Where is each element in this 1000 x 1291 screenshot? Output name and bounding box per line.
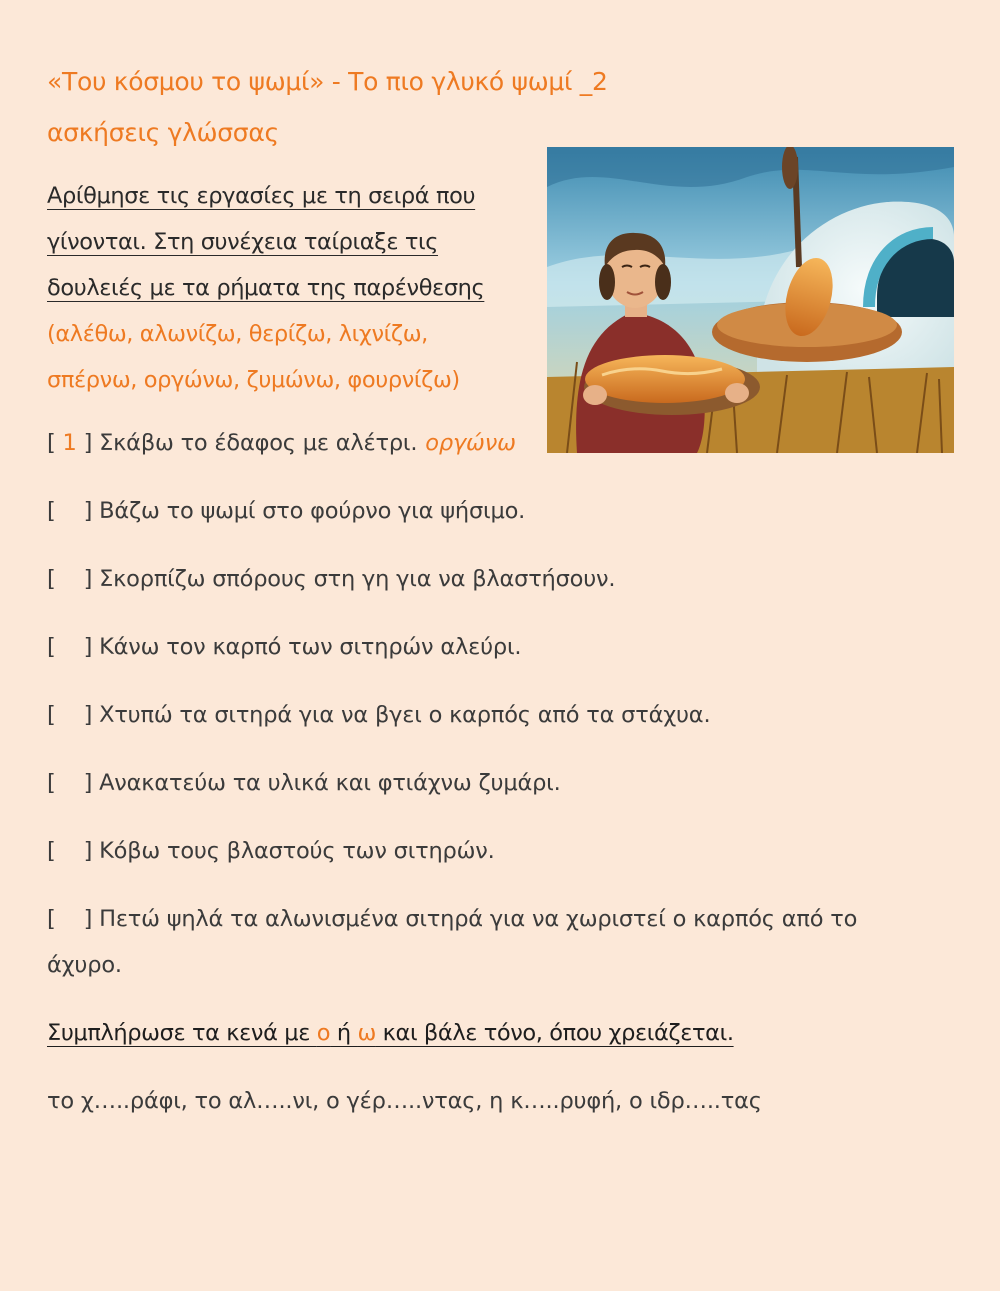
instruction-line-3: δουλειές με τα ρήματα της παρένθεσης [47,275,485,301]
bracket-close: ] [83,906,93,932]
bracket-close: ] [83,498,93,524]
list-item [47,624,521,670]
bracket-open: [ [47,566,56,592]
task-text: Κάνω τον καρπό των σιτηρών αλεύρι. [99,634,522,660]
bracket-open: [ [47,906,56,932]
task2-instructions [47,1010,734,1056]
task-text: Σκάβω το έδαφος με αλέτρι. [99,430,418,456]
bracket-close: ] [83,430,93,456]
list-item [47,556,615,602]
task-text: Κόβω τους βλαστούς των σιτηρών. [99,838,495,864]
title-line-1: «Του κόσμου το ψωμί» - Το πιο γλυκό ψωμί _2 [47,67,608,96]
list-item [47,488,525,534]
task-text: Πετώ ψηλά τα αλωνισμένα σιτηρά για να χωριστεί ο καρπός από το άχυρο. [47,906,858,978]
task2-text-before: Συμπλήρωσε τα κενά με [47,1020,317,1046]
bracket-close: ] [83,634,93,660]
task-text: Βάζω το ψωμί στο φούρνο για ψήσιμο. [99,498,526,524]
task-text: Σκορπίζω σπόρους στη γη για να βλαστήσουν. [99,566,616,592]
fill-in-words[interactable]: το χ…..ράφι, το αλ…..νι, ο γέρ…..ντας, η κ…..ρυφή, ο ιδρ…..τας [47,1088,762,1114]
task1-instructions [47,173,527,403]
bracket-open: [ [47,634,56,660]
list-item [47,828,495,874]
instruction-line-2: γίνονται. Στη συνέχεια ταίριαξε τις [47,229,439,255]
baker-illustration [547,147,954,453]
order-number-field[interactable]: 1 [62,430,77,456]
list-item [47,896,927,988]
task2-letter-omega: ω [357,1020,376,1046]
task-text: Χτυπώ τα σιτηρά για να βγει ο καρπός από τα στάχυα. [99,702,711,728]
bracket-open: [ [47,430,56,456]
bracket-open: [ [47,838,56,864]
bracket-close: ] [83,770,93,796]
task2-text-after: και βάλε τόνο, όπου χρειάζεται. [375,1020,734,1046]
task2-letter-o: ο [316,1020,331,1046]
task2-text-middle: ή [330,1020,358,1046]
list-item [47,760,561,806]
list-item [47,692,710,738]
task-text: Ανακατεύω τα υλικά και φτιάχνω ζυμάρι. [99,770,561,796]
bracket-open: [ [47,498,56,524]
verb-answer-field[interactable]: οργώνω [425,430,516,456]
list-item [47,420,516,466]
bracket-open: [ [47,702,56,728]
bracket-close: ] [83,838,93,864]
bracket-open: [ [47,770,56,796]
instruction-line-1: Αρίθμησε τις εργασίες με τη σειρά που [47,183,476,209]
bracket-close: ] [83,566,93,592]
baker-illustration-icon [547,147,954,453]
worksheet-title [47,56,747,158]
verb-list-line-1: (αλέθω, αλωνίζω, θερίζω, λιχνίζω, [47,321,428,347]
bracket-close: ] [83,702,93,728]
title-line-2: ασκήσεις γλώσσας [47,118,279,147]
verb-list-line-2: σπέρνω, οργώνω, ζυμώνω, φουρνίζω) [47,367,460,393]
